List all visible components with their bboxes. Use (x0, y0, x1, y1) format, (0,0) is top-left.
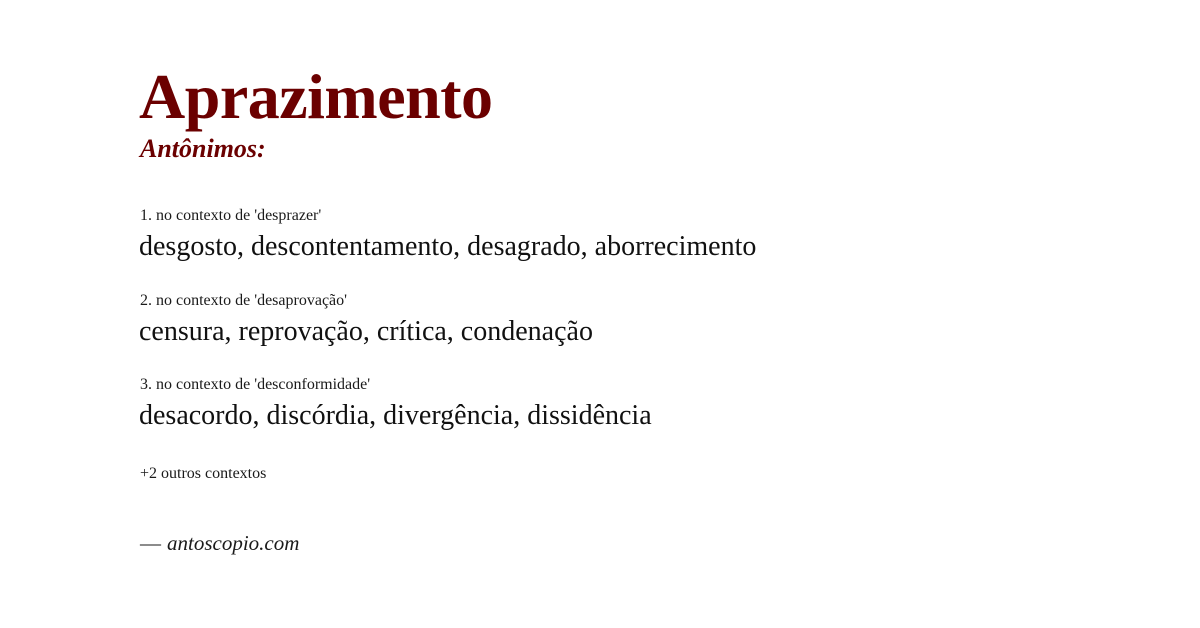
page-title: Aprazimento (139, 61, 493, 132)
list-item (139, 206, 1200, 265)
list-item (139, 375, 1200, 434)
section-label: Antônimos: (140, 134, 266, 164)
more-contexts-label: +2 outros contextos (140, 465, 267, 483)
sense-synonyms: desacordo, discórdia, divergência, dissidência (139, 400, 652, 432)
sense-synonyms: censura, reprovação, crítica, condenação (139, 315, 593, 347)
sense-context: 3. no contexto de 'desconformidade' (140, 376, 371, 394)
em-dash: — (140, 531, 161, 556)
source-attribution (140, 531, 1200, 556)
sense-context: 2. no contexto de 'desaprovação' (140, 291, 348, 309)
senses-list (139, 206, 1200, 434)
sense-context: 1. no contexto de 'desprazer' (140, 207, 322, 225)
sense-synonyms: desgosto, descontentamento, desagrado, aborrecimento (139, 231, 757, 263)
list-item (139, 291, 1200, 350)
source-name: antoscopio.com (167, 531, 300, 556)
